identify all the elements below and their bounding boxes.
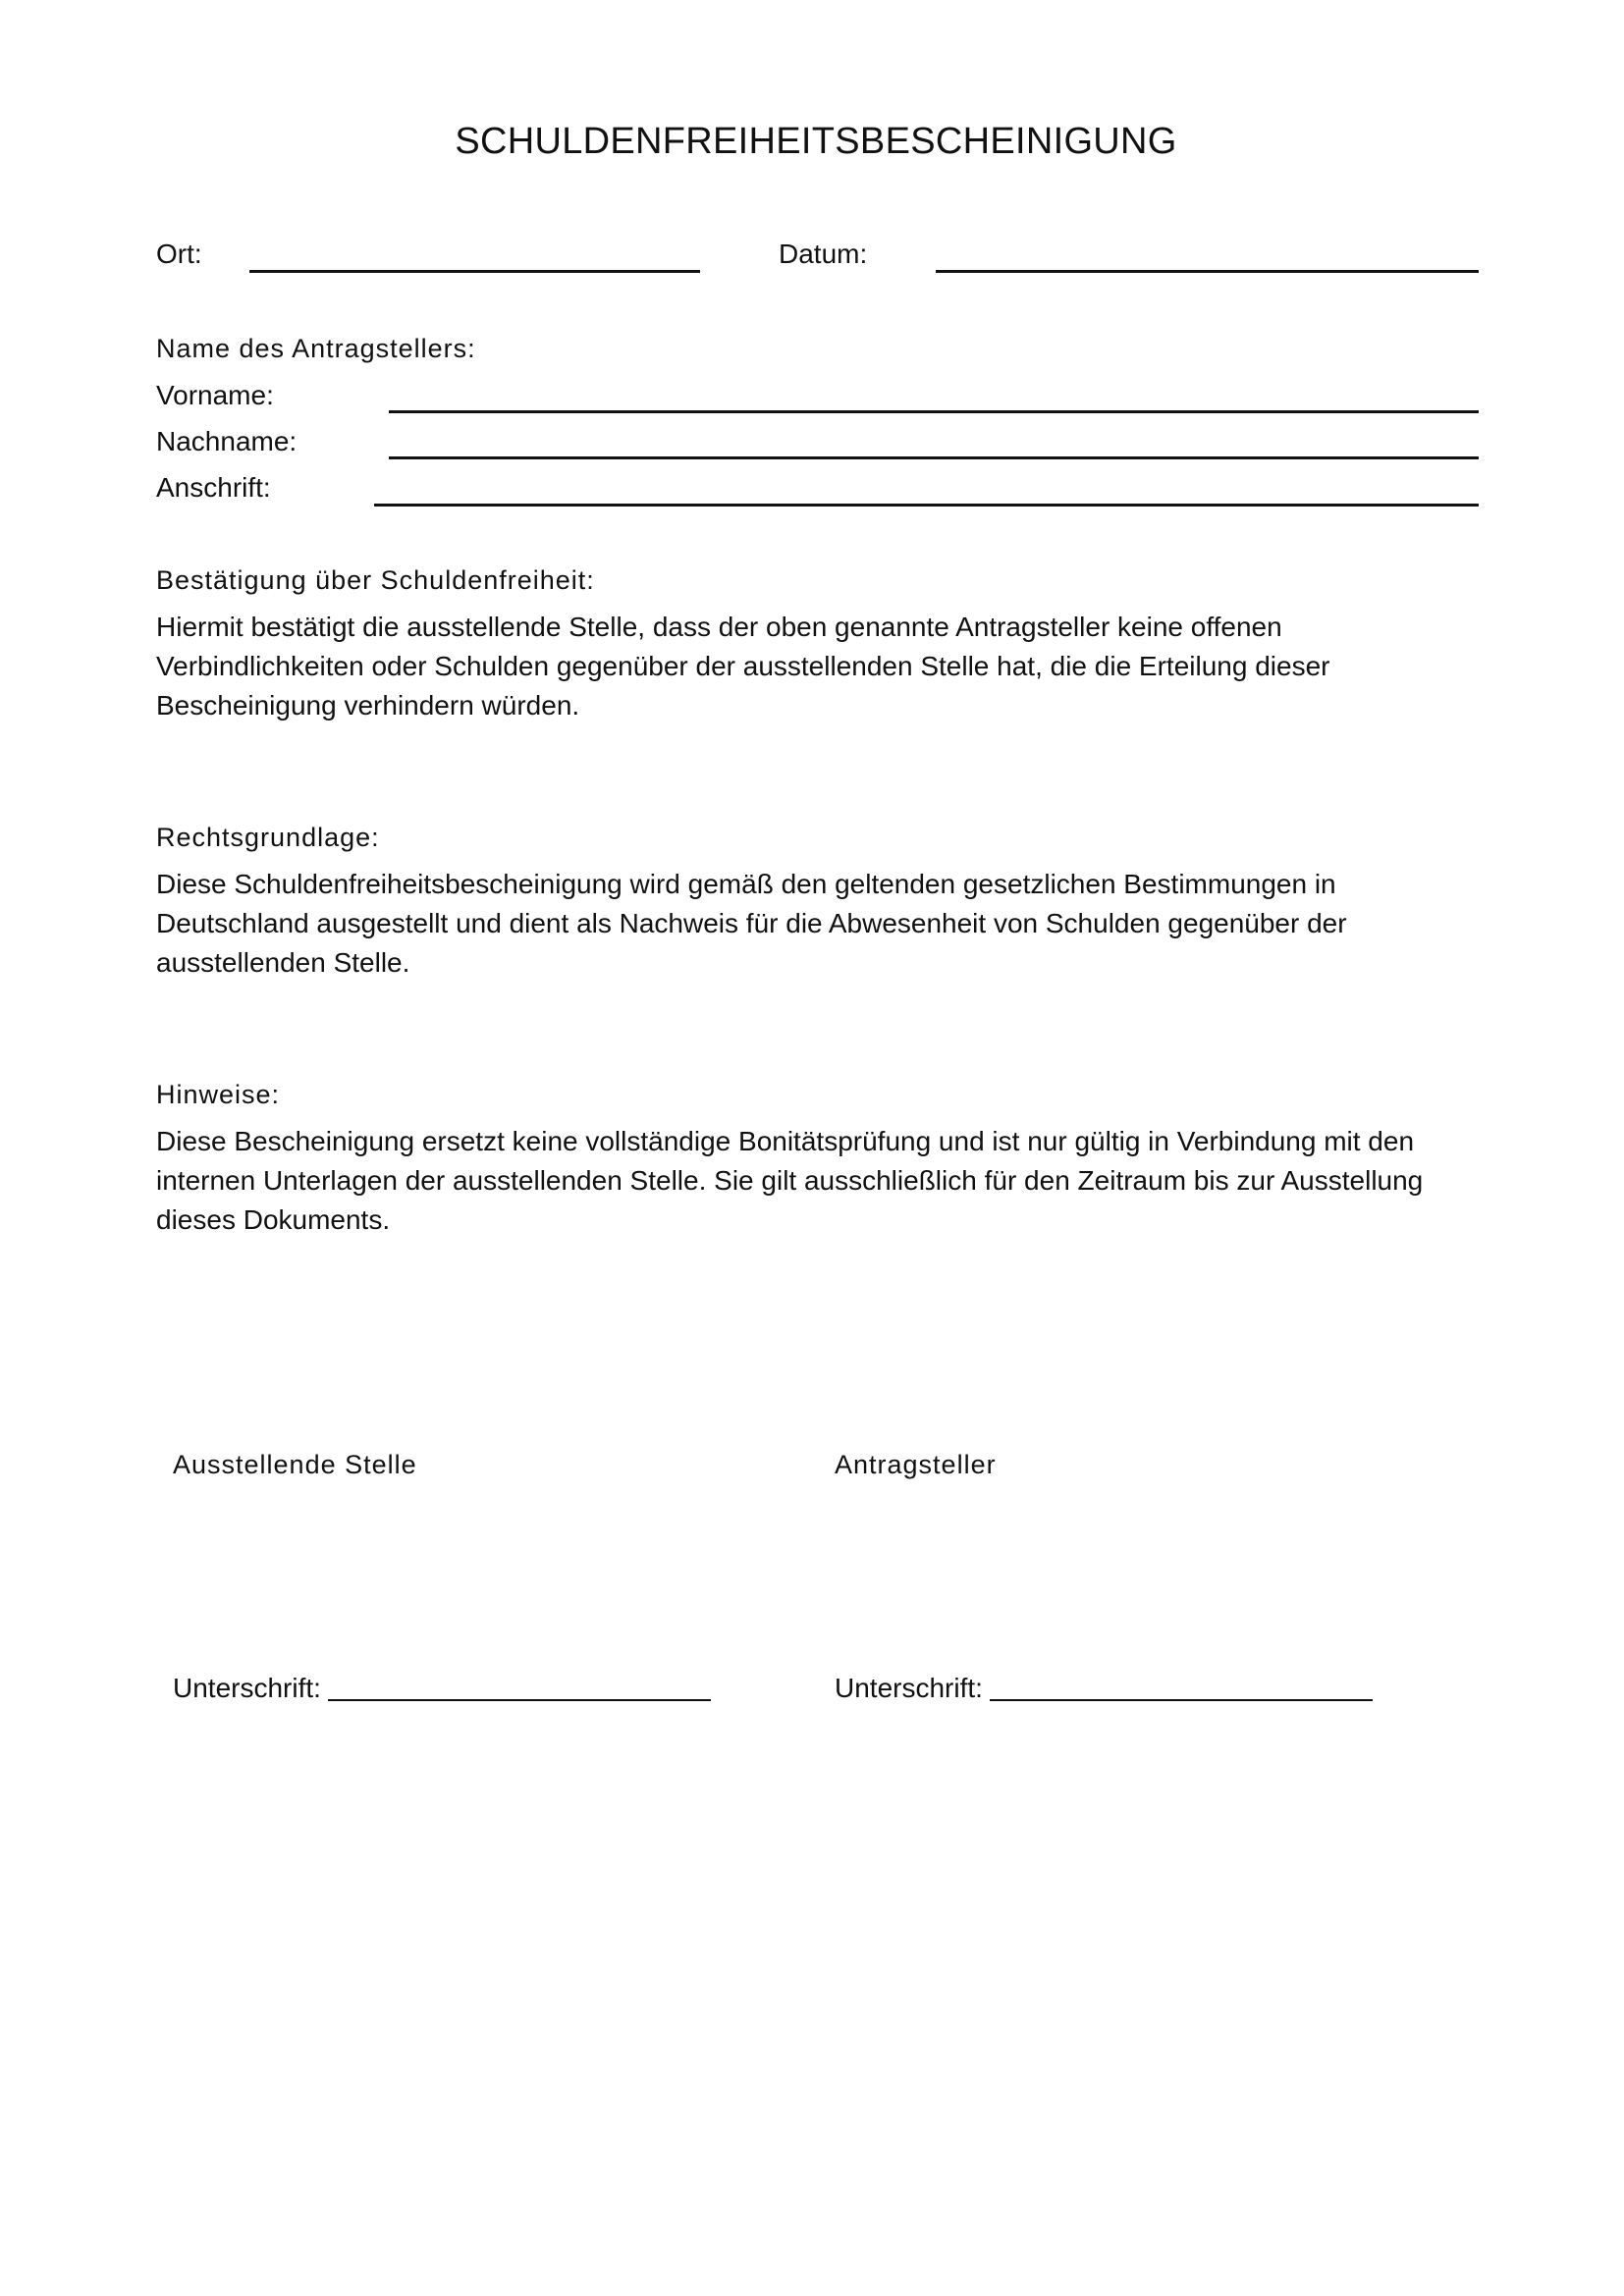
anschrift-field[interactable] bbox=[374, 504, 1479, 507]
issuer-signature-label: Unterschrift: bbox=[173, 1673, 321, 1703]
issuer-heading: Ausstellende Stelle bbox=[173, 1450, 417, 1479]
text-line: internen Unterlagen der ausstellenden Stelle. Sie gilt ausschließlich für den Zeitraum bis zur Ausstellung bbox=[156, 1165, 1424, 1196]
applicant-signature-field[interactable] bbox=[990, 1699, 1373, 1701]
applicant-heading: Name des Antragstellers: bbox=[156, 334, 476, 363]
text-line: ausstellenden Stelle. bbox=[156, 947, 410, 978]
ort-label: Ort: bbox=[156, 239, 202, 269]
text-line: Diese Bescheinigung ersetzt keine vollständige Bonitätsprüfung und ist nur gültig in Verbindung mit den bbox=[156, 1126, 1415, 1156]
applicant-signature-heading: Antragsteller bbox=[835, 1450, 997, 1479]
vorname-label: Vorname: bbox=[156, 380, 274, 410]
datum-field[interactable] bbox=[936, 270, 1479, 273]
text-line: dieses Dokuments. bbox=[156, 1204, 391, 1235]
text-line: Diese Schuldenfreiheitsbescheinigung wird gemäß den geltenden gesetzlichen Bestimmungen in bbox=[156, 869, 1336, 899]
datum-label: Datum: bbox=[779, 239, 868, 269]
nachname-field[interactable] bbox=[389, 456, 1479, 459]
section-text-legal-basis bbox=[156, 865, 1491, 983]
section-text-notes bbox=[156, 1122, 1491, 1240]
issuer-signature-field[interactable] bbox=[328, 1699, 711, 1701]
text-line: Hiermit bestätigt die ausstellende Stelle, dass der oben genannte Antragsteller keine offenen bbox=[156, 612, 1282, 642]
section-text-confirmation bbox=[156, 608, 1491, 725]
ort-field[interactable] bbox=[249, 270, 700, 273]
text-line: Deutschland ausgestellt und dient als Nachweis für die Abwesenheit von Schulden gegenüber der bbox=[156, 908, 1347, 938]
nachname-label: Nachname: bbox=[156, 426, 298, 456]
section-heading-confirmation: Bestätigung über Schuldenfreiheit: bbox=[156, 565, 595, 595]
anschrift-label: Anschrift: bbox=[156, 472, 271, 503]
section-heading-legal-basis: Rechtsgrundlage: bbox=[156, 823, 380, 852]
vorname-field[interactable] bbox=[389, 410, 1479, 413]
text-line: Bescheinigung verhindern würden. bbox=[156, 690, 580, 721]
text-line: Verbindlichkeiten oder Schulden gegenüber der ausstellenden Stelle hat, die die Erteilung dieser bbox=[156, 651, 1330, 681]
applicant-signature-label: Unterschrift: bbox=[835, 1673, 983, 1703]
section-heading-notes: Hinweise: bbox=[156, 1080, 281, 1109]
document-title: SCHULDENFREIHEITSBESCHEINIGUNG bbox=[455, 121, 1177, 162]
